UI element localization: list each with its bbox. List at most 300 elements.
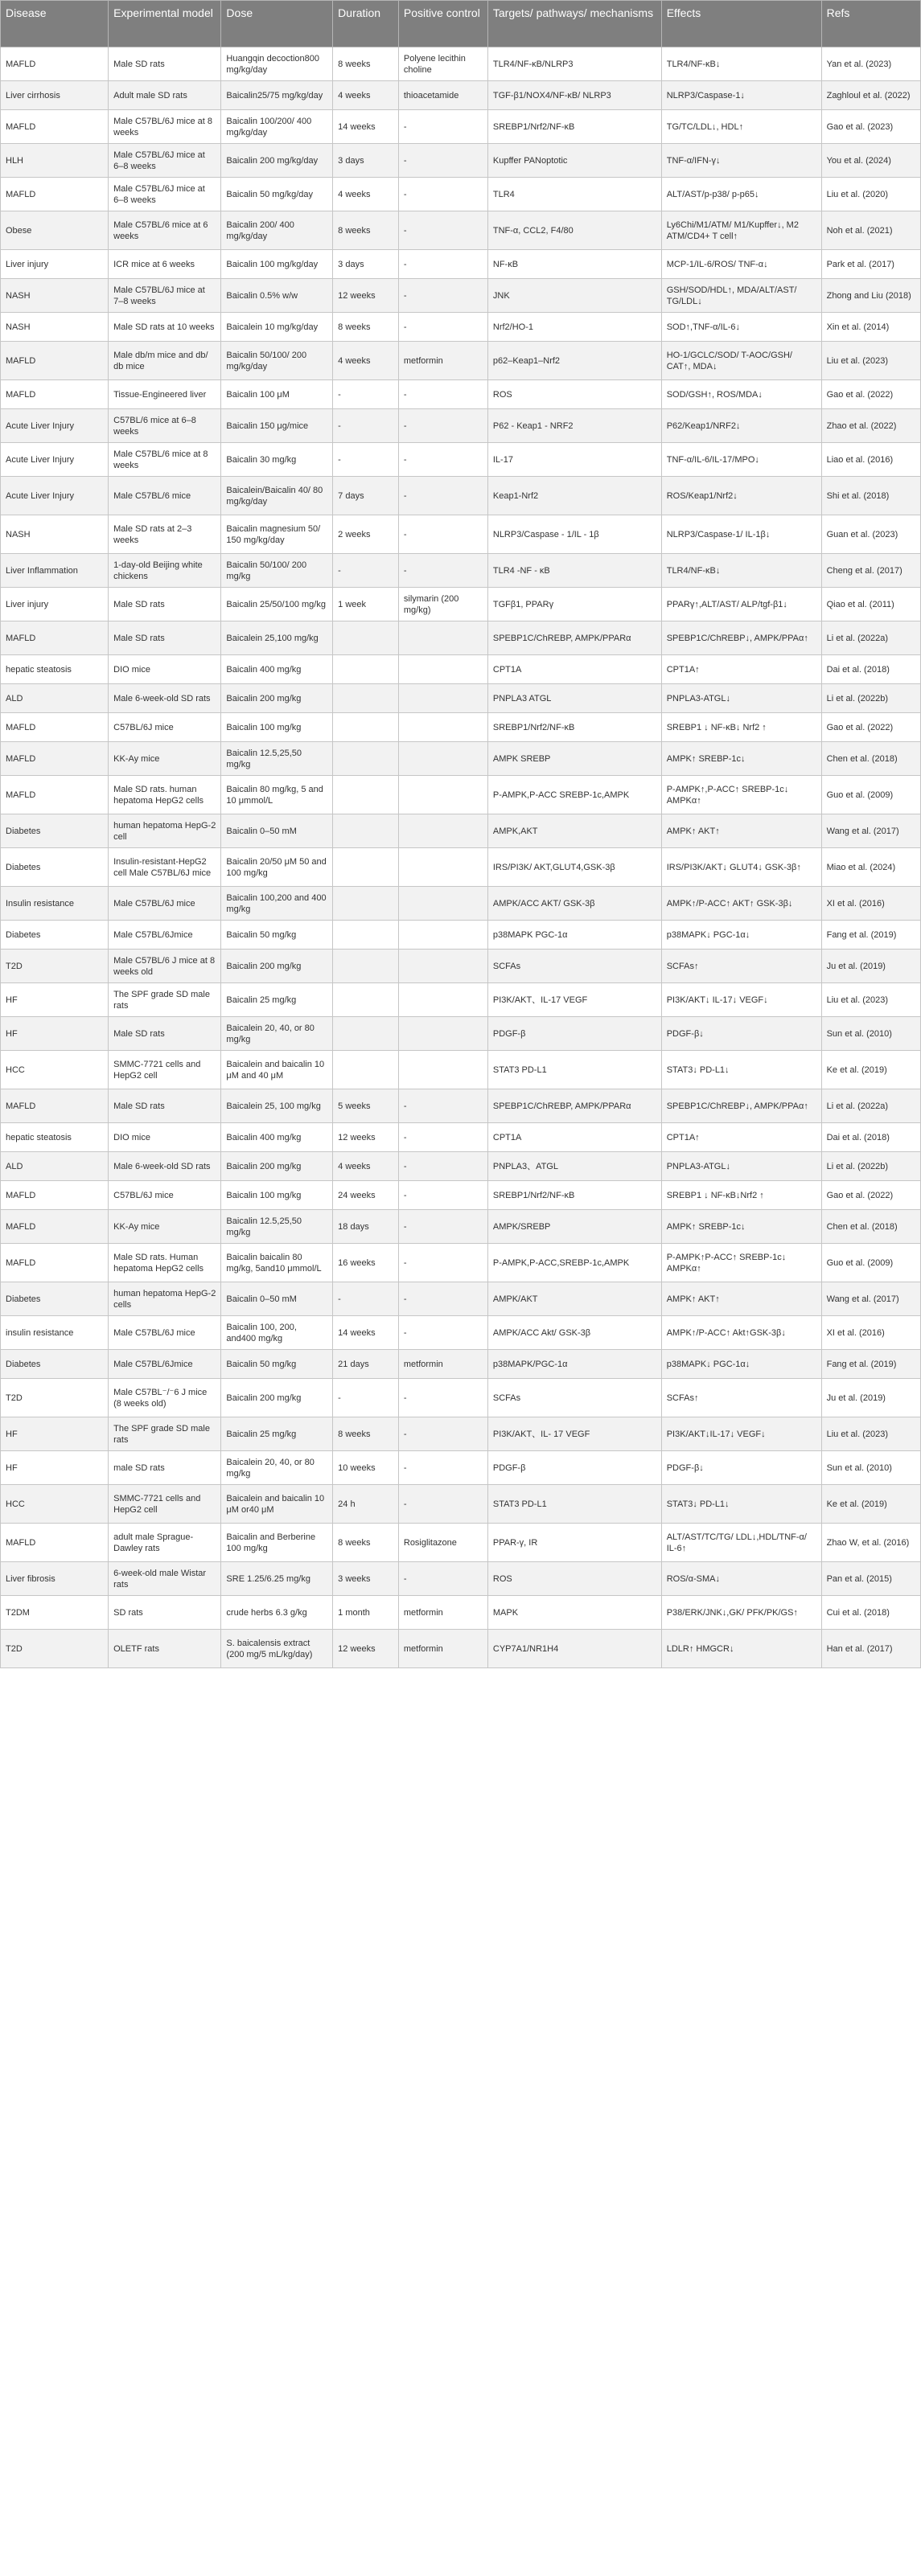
effects-cell: PI3K/AKT↓IL-17↓ VEGF↓: [661, 1417, 821, 1451]
duration-cell: 8 weeks: [333, 313, 399, 342]
control-cell: [398, 1051, 487, 1089]
refs-cell: Han et al. (2017): [821, 1630, 920, 1668]
effects-cell: AMPK↑ SREBP-1c↓: [661, 742, 821, 776]
effects-cell: ROS/α-SMA↓: [661, 1562, 821, 1596]
targets-cell: ROS: [487, 380, 661, 409]
control-cell: -: [398, 1316, 487, 1350]
table-row: [1, 144, 921, 178]
duration-cell: 8 weeks: [333, 47, 399, 81]
disease-cell: MAFLD: [1, 776, 109, 814]
table-row: [1, 477, 921, 515]
duration-cell: -: [333, 443, 399, 477]
dose-cell: Baicalin 150 μg/mice: [221, 409, 333, 443]
table-row: [1, 684, 921, 713]
disease-cell: insulin resistance: [1, 1316, 109, 1350]
targets-cell: IRS/PI3K/ AKT,GLUT4,GSK-3β: [487, 848, 661, 887]
control-cell: -: [398, 178, 487, 211]
effects-cell: NLRP3/Caspase-1/ IL-1β↓: [661, 515, 821, 554]
control-cell: -: [398, 1485, 487, 1524]
model-cell: Male C57BL/6Jmice: [109, 1350, 221, 1379]
effects-cell: P38/ERK/JNK↓,GK/ PFK/PK/GS↑: [661, 1596, 821, 1630]
refs-cell: Chen et al. (2018): [821, 1210, 920, 1244]
dose-cell: Baicalin 50 mg/kg: [221, 1350, 333, 1379]
refs-cell: Dai et al. (2018): [821, 1123, 920, 1152]
table-row: [1, 887, 921, 921]
targets-cell: JNK: [487, 279, 661, 313]
effects-cell: HO-1/GCLC/SOD/ T-AOC/GSH/ CAT↑, MDA↓: [661, 342, 821, 380]
refs-cell: Shi et al. (2018): [821, 477, 920, 515]
dose-cell: Baicalin 200 mg/kg: [221, 1379, 333, 1417]
table-row: [1, 1210, 921, 1244]
refs-cell: Zhong and Liu (2018): [821, 279, 920, 313]
targets-cell: PNPLA3、ATGL: [487, 1152, 661, 1181]
table-row: [1, 1596, 921, 1630]
control-cell: -: [398, 515, 487, 554]
duration-cell: [333, 848, 399, 887]
header-duration: Duration: [333, 1, 399, 47]
duration-cell: [333, 1051, 399, 1089]
dose-cell: Baicalin 200 mg/kg: [221, 684, 333, 713]
control-cell: [398, 983, 487, 1017]
refs-cell: Guo et al. (2009): [821, 1244, 920, 1282]
targets-cell: TLR4: [487, 178, 661, 211]
model-cell: OLETF rats: [109, 1630, 221, 1668]
duration-cell: 4 weeks: [333, 81, 399, 110]
targets-cell: Kupffer PANoptotic: [487, 144, 661, 178]
disease-cell: Liver fibrosis: [1, 1562, 109, 1596]
table-row: [1, 1051, 921, 1089]
control-cell: -: [398, 1152, 487, 1181]
duration-cell: 12 weeks: [333, 1630, 399, 1668]
refs-cell: Li et al. (2022a): [821, 621, 920, 655]
table-row: [1, 409, 921, 443]
duration-cell: 1 week: [333, 588, 399, 621]
table-row: [1, 250, 921, 279]
model-cell: SMMC-7721 cells and HepG2 cell: [109, 1485, 221, 1524]
targets-cell: TGFβ1, PPARγ: [487, 588, 661, 621]
control-cell: -: [398, 313, 487, 342]
duration-cell: [333, 887, 399, 921]
disease-cell: MAFLD: [1, 1244, 109, 1282]
header-targets: Targets/ pathways/ mechanisms: [487, 1, 661, 47]
duration-cell: [333, 713, 399, 742]
effects-cell: LDLR↑ HMGCR↓: [661, 1630, 821, 1668]
dose-cell: Baicalin 200/ 400 mg/kg/day: [221, 211, 333, 250]
refs-cell: Chen et al. (2018): [821, 742, 920, 776]
effects-cell: SOD↑,TNF-α/IL-6↓: [661, 313, 821, 342]
effects-cell: IRS/PI3K/AKT↓ GLUT4↓ GSK-3β↑: [661, 848, 821, 887]
table-row: [1, 279, 921, 313]
dose-cell: Baicalin 80 mg/kg, 5 and 10 μmmol/L: [221, 776, 333, 814]
refs-cell: Gao et al. (2022): [821, 1181, 920, 1210]
table-row: [1, 1350, 921, 1379]
duration-cell: -: [333, 554, 399, 588]
control-cell: -: [398, 211, 487, 250]
table-row: [1, 983, 921, 1017]
dose-cell: Baicalein and baicalin 10 μM or40 μM: [221, 1485, 333, 1524]
dose-cell: Baicalin magnesium 50/ 150 mg/kg/day: [221, 515, 333, 554]
duration-cell: 4 weeks: [333, 178, 399, 211]
disease-cell: MAFLD: [1, 110, 109, 144]
targets-cell: SPEBP1C/ChREBP, AMPK/PPARα: [487, 1089, 661, 1123]
effects-cell: TLR4/NF-κB↓: [661, 554, 821, 588]
effects-cell: MCP-1/IL-6/ROS/ TNF-α↓: [661, 250, 821, 279]
effects-cell: P-AMPK↑,P-ACC↑ SREBP-1c↓ AMPKα↑: [661, 776, 821, 814]
targets-cell: P-AMPK,P-ACC SREBP-1c,AMPK: [487, 776, 661, 814]
disease-cell: Diabetes: [1, 1282, 109, 1316]
table-row: [1, 515, 921, 554]
targets-cell: AMPK SREBP: [487, 742, 661, 776]
disease-cell: HLH: [1, 144, 109, 178]
targets-cell: TGF-β1/NOX4/NF-κB/ NLRP3: [487, 81, 661, 110]
refs-cell: Liu et al. (2023): [821, 1417, 920, 1451]
control-cell: -: [398, 1181, 487, 1210]
effects-cell: SREBP1 ↓ NF-κB↓ Nrf2 ↑: [661, 713, 821, 742]
duration-cell: [333, 983, 399, 1017]
duration-cell: -: [333, 1379, 399, 1417]
refs-cell: Xin et al. (2014): [821, 313, 920, 342]
disease-cell: T2D: [1, 1630, 109, 1668]
model-cell: Male SD rats at 2–3 weeks: [109, 515, 221, 554]
dose-cell: Baicalin and Berberine 100 mg/kg: [221, 1524, 333, 1562]
duration-cell: 21 days: [333, 1350, 399, 1379]
duration-cell: 12 weeks: [333, 279, 399, 313]
header-refs: Refs: [821, 1, 920, 47]
dose-cell: Baicalin 25 mg/kg: [221, 1417, 333, 1451]
control-cell: -: [398, 1282, 487, 1316]
header-positive-control: Positive control: [398, 1, 487, 47]
control-cell: [398, 814, 487, 848]
refs-cell: Guan et al. (2023): [821, 515, 920, 554]
targets-cell: p38MAPK PGC-1α: [487, 921, 661, 950]
targets-cell: IL-17: [487, 443, 661, 477]
disease-cell: HF: [1, 1451, 109, 1485]
table-row: [1, 1630, 921, 1668]
dose-cell: Baicalin 200 mg/kg: [221, 950, 333, 983]
table-row: [1, 1244, 921, 1282]
table-row: [1, 1451, 921, 1485]
table-row: [1, 588, 921, 621]
disease-cell: MAFLD: [1, 178, 109, 211]
effects-cell: AMPK↑/P-ACC↑ Akt↑GSK-3β↓: [661, 1316, 821, 1350]
dose-cell: Baicalin 30 mg/kg: [221, 443, 333, 477]
table-body: [1, 47, 921, 1668]
effects-cell: STAT3↓ PD-L1↓: [661, 1051, 821, 1089]
table-row: [1, 921, 921, 950]
effects-cell: ALT/AST/p-p38/ p-p65↓: [661, 178, 821, 211]
disease-cell: T2D: [1, 950, 109, 983]
effects-cell: NLRP3/Caspase-1↓: [661, 81, 821, 110]
table-row: [1, 1089, 921, 1123]
duration-cell: [333, 776, 399, 814]
model-cell: Male C57BL/6J mice: [109, 887, 221, 921]
dose-cell: Baicalin 200 mg/kg/day: [221, 144, 333, 178]
table-row: [1, 443, 921, 477]
model-cell: C57BL/6J mice: [109, 1181, 221, 1210]
disease-cell: hepatic steatosis: [1, 1123, 109, 1152]
dose-cell: Baicalin 400 mg/kg: [221, 655, 333, 684]
disease-cell: MAFLD: [1, 47, 109, 81]
dose-cell: Baicalin 12.5,25,50 mg/kg: [221, 742, 333, 776]
refs-cell: Liu et al. (2023): [821, 983, 920, 1017]
disease-cell: Acute Liver Injury: [1, 477, 109, 515]
control-cell: Rosiglitazone: [398, 1524, 487, 1562]
disease-cell: HF: [1, 983, 109, 1017]
duration-cell: -: [333, 1282, 399, 1316]
table-row: [1, 1562, 921, 1596]
table-row: [1, 1417, 921, 1451]
targets-cell: CPT1A: [487, 1123, 661, 1152]
control-cell: [398, 950, 487, 983]
effects-cell: PPARγ↑,ALT/AST/ ALP/tgf-β1↓: [661, 588, 821, 621]
table-row: [1, 1017, 921, 1051]
disease-cell: Diabetes: [1, 921, 109, 950]
duration-cell: 1 month: [333, 1596, 399, 1630]
disease-cell: NASH: [1, 515, 109, 554]
dose-cell: Baicalein/Baicalin 40/ 80 mg/kg/day: [221, 477, 333, 515]
refs-cell: Li et al. (2022b): [821, 684, 920, 713]
dose-cell: Baicalin25/75 mg/kg/day: [221, 81, 333, 110]
model-cell: Male C57BL/6Jmice: [109, 921, 221, 950]
refs-cell: Noh et al. (2021): [821, 211, 920, 250]
model-cell: The SPF grade SD male rats: [109, 983, 221, 1017]
refs-cell: Zaghloul et al. (2022): [821, 81, 920, 110]
refs-cell: Pan et al. (2015): [821, 1562, 920, 1596]
model-cell: male SD rats: [109, 1451, 221, 1485]
targets-cell: MAPK: [487, 1596, 661, 1630]
refs-cell: Ke et al. (2019): [821, 1485, 920, 1524]
disease-cell: MAFLD: [1, 380, 109, 409]
table-row: [1, 554, 921, 588]
control-cell: -: [398, 380, 487, 409]
disease-cell: MAFLD: [1, 1524, 109, 1562]
duration-cell: 3 days: [333, 250, 399, 279]
effects-cell: PNPLA3-ATGL↓: [661, 684, 821, 713]
model-cell: Male SD rats: [109, 621, 221, 655]
targets-cell: PNPLA3 ATGL: [487, 684, 661, 713]
duration-cell: 2 weeks: [333, 515, 399, 554]
dose-cell: Baicalin 100,200 and 400 mg/kg: [221, 887, 333, 921]
duration-cell: 18 days: [333, 1210, 399, 1244]
table-row: [1, 342, 921, 380]
model-cell: adult male Sprague-Dawley rats: [109, 1524, 221, 1562]
effects-cell: STAT3↓ PD-L1↓: [661, 1485, 821, 1524]
effects-cell: TNF-α/IFN-γ↓: [661, 144, 821, 178]
dose-cell: Huangqin decoction800 mg/kg/day: [221, 47, 333, 81]
dose-cell: Baicalin 50/100/ 200 mg/kg: [221, 554, 333, 588]
targets-cell: SCFAs: [487, 950, 661, 983]
effects-cell: Ly6Chi/M1/ATM/ M1/Kupffer↓, M2 ATM/CD4+ T cell↑: [661, 211, 821, 250]
control-cell: -: [398, 110, 487, 144]
model-cell: Male SD rats: [109, 1017, 221, 1051]
control-cell: -: [398, 409, 487, 443]
disease-cell: T2DM: [1, 1596, 109, 1630]
duration-cell: 3 days: [333, 144, 399, 178]
effects-cell: PDGF-β↓: [661, 1451, 821, 1485]
table-row: [1, 776, 921, 814]
control-cell: -: [398, 1562, 487, 1596]
model-cell: Male SD rats: [109, 47, 221, 81]
control-cell: -: [398, 250, 487, 279]
model-cell: Male C57BL/6J mice: [109, 1316, 221, 1350]
targets-cell: SPEBP1C/ChREBP, AMPK/PPARα: [487, 621, 661, 655]
model-cell: 1-day-old Beijing white chickens: [109, 554, 221, 588]
control-cell: -: [398, 1451, 487, 1485]
table-row: [1, 1524, 921, 1562]
disease-cell: Diabetes: [1, 1350, 109, 1379]
control-cell: -: [398, 554, 487, 588]
disease-cell: MAFLD: [1, 1181, 109, 1210]
targets-cell: p62–Keap1–Nrf2: [487, 342, 661, 380]
header-row: [1, 1, 921, 47]
effects-cell: ROS/Keap1/Nrf2↓: [661, 477, 821, 515]
model-cell: The SPF grade SD male rats: [109, 1417, 221, 1451]
table-row: [1, 1485, 921, 1524]
dose-cell: Baicalin 100 mg/kg/day: [221, 250, 333, 279]
model-cell: Male C57BL/6 mice: [109, 477, 221, 515]
control-cell: [398, 776, 487, 814]
table-row: [1, 621, 921, 655]
refs-cell: Miao et al. (2024): [821, 848, 920, 887]
disease-cell: Acute Liver Injury: [1, 409, 109, 443]
control-cell: [398, 887, 487, 921]
refs-cell: Cui et al. (2018): [821, 1596, 920, 1630]
model-cell: DIO mice: [109, 655, 221, 684]
disease-cell: Liver Inflammation: [1, 554, 109, 588]
duration-cell: 10 weeks: [333, 1451, 399, 1485]
targets-cell: SREBP1/Nrf2/NF-κB: [487, 110, 661, 144]
model-cell: Male C57BL/6J mice at 8 weeks: [109, 110, 221, 144]
disease-cell: HF: [1, 1417, 109, 1451]
disease-cell: MAFLD: [1, 1089, 109, 1123]
refs-cell: Ju et al. (2019): [821, 1379, 920, 1417]
targets-cell: AMPK/SREBP: [487, 1210, 661, 1244]
refs-cell: Liu et al. (2020): [821, 178, 920, 211]
duration-cell: 8 weeks: [333, 1524, 399, 1562]
control-cell: [398, 848, 487, 887]
dose-cell: Baicalein 10 mg/kg/day: [221, 313, 333, 342]
refs-cell: Sun et al. (2010): [821, 1451, 920, 1485]
control-cell: -: [398, 1417, 487, 1451]
duration-cell: 7 days: [333, 477, 399, 515]
targets-cell: SREBP1/Nrf2/NF-κB: [487, 1181, 661, 1210]
duration-cell: 24 weeks: [333, 1181, 399, 1210]
effects-cell: PI3K/AKT↓ IL-17↓ VEGF↓: [661, 983, 821, 1017]
dose-cell: Baicalin 50 mg/kg/day: [221, 178, 333, 211]
effects-cell: AMPK↑ AKT↑: [661, 814, 821, 848]
targets-cell: AMPK/AKT: [487, 1282, 661, 1316]
duration-cell: 14 weeks: [333, 110, 399, 144]
model-cell: Male SD rats. human hepatoma HepG2 cells: [109, 776, 221, 814]
table-row: [1, 211, 921, 250]
refs-cell: Gao et al. (2022): [821, 713, 920, 742]
model-cell: Male 6-week-old SD rats: [109, 684, 221, 713]
disease-cell: Obese: [1, 211, 109, 250]
effects-cell: TNF-α/IL-6/IL-17/MPO↓: [661, 443, 821, 477]
disease-cell: MAFLD: [1, 713, 109, 742]
refs-cell: Cheng et al. (2017): [821, 554, 920, 588]
duration-cell: [333, 621, 399, 655]
dose-cell: Baicalein 20, 40, or 80 mg/kg: [221, 1017, 333, 1051]
refs-cell: Liu et al. (2023): [821, 342, 920, 380]
disease-cell: MAFLD: [1, 621, 109, 655]
effects-cell: PDGF-β↓: [661, 1017, 821, 1051]
targets-cell: SCFAs: [487, 1379, 661, 1417]
targets-cell: CYP7A1/NR1H4: [487, 1630, 661, 1668]
dose-cell: Baicalein 20, 40, or 80 mg/kg: [221, 1451, 333, 1485]
effects-cell: TG/TC/LDL↓, HDL↑: [661, 110, 821, 144]
dose-cell: Baicalin 50 mg/kg: [221, 921, 333, 950]
targets-cell: PI3K/AKT、IL- 17 VEGF: [487, 1417, 661, 1451]
disease-cell: HCC: [1, 1051, 109, 1089]
model-cell: Insulin-resistant-HepG2 cell Male C57BL/6J mice: [109, 848, 221, 887]
refs-cell: Li et al. (2022b): [821, 1152, 920, 1181]
duration-cell: [333, 655, 399, 684]
dose-cell: Baicalin 100 mg/kg: [221, 713, 333, 742]
header-experimental-model: Experimental model: [109, 1, 221, 47]
table-row: [1, 655, 921, 684]
disease-cell: MAFLD: [1, 742, 109, 776]
table-row: [1, 1123, 921, 1152]
model-cell: Male C57BL/6J mice at 6–8 weeks: [109, 178, 221, 211]
disease-cell: MAFLD: [1, 342, 109, 380]
dose-cell: Baicalin 50/100/ 200 mg/kg/day: [221, 342, 333, 380]
control-cell: [398, 1017, 487, 1051]
control-cell: -: [398, 279, 487, 313]
model-cell: Male C57BL/6J mice at 7–8 weeks: [109, 279, 221, 313]
duration-cell: -: [333, 409, 399, 443]
targets-cell: NF-κB: [487, 250, 661, 279]
duration-cell: [333, 814, 399, 848]
control-cell: -: [398, 443, 487, 477]
table-row: [1, 1181, 921, 1210]
refs-cell: Li et al. (2022a): [821, 1089, 920, 1123]
targets-cell: p38MAPK/PGC-1α: [487, 1350, 661, 1379]
model-cell: C57BL/6 mice at 6–8 weeks: [109, 409, 221, 443]
control-cell: [398, 684, 487, 713]
refs-cell: Wang et al. (2017): [821, 1282, 920, 1316]
control-cell: -: [398, 1379, 487, 1417]
table-row: [1, 1379, 921, 1417]
targets-cell: PDGF-β: [487, 1017, 661, 1051]
table-row: [1, 313, 921, 342]
dose-cell: Baicalin 100 mg/kg: [221, 1181, 333, 1210]
dose-cell: Baicalin 100/200/ 400 mg/kg/day: [221, 110, 333, 144]
targets-cell: TNF-α, CCL2, F4/80: [487, 211, 661, 250]
table-row: [1, 814, 921, 848]
dose-cell: Baicalin 100, 200, and400 mg/kg: [221, 1316, 333, 1350]
refs-cell: Fang et al. (2019): [821, 1350, 920, 1379]
refs-cell: Gao et al. (2022): [821, 380, 920, 409]
duration-cell: 8 weeks: [333, 1417, 399, 1451]
targets-cell: P62 - Keap1 - NRF2: [487, 409, 661, 443]
disease-cell: NASH: [1, 279, 109, 313]
targets-cell: CPT1A: [487, 655, 661, 684]
effects-cell: CPT1A↑: [661, 655, 821, 684]
disease-cell: HF: [1, 1017, 109, 1051]
model-cell: Male SD rats: [109, 1089, 221, 1123]
refs-cell: XI et al. (2016): [821, 1316, 920, 1350]
model-cell: Male C57BL/6 mice at 8 weeks: [109, 443, 221, 477]
control-cell: [398, 621, 487, 655]
duration-cell: 8 weeks: [333, 211, 399, 250]
dose-cell: Baicalin 20/50 μM 50 and 100 mg/kg: [221, 848, 333, 887]
targets-cell: AMPK/ACC Akt/ GSK-3β: [487, 1316, 661, 1350]
effects-cell: P-AMPK↑P-ACC↑ SREBP-1c↓ AMPKα↑: [661, 1244, 821, 1282]
disease-cell: ALD: [1, 1152, 109, 1181]
targets-cell: Nrf2/HO-1: [487, 313, 661, 342]
disease-cell: Insulin resistance: [1, 887, 109, 921]
